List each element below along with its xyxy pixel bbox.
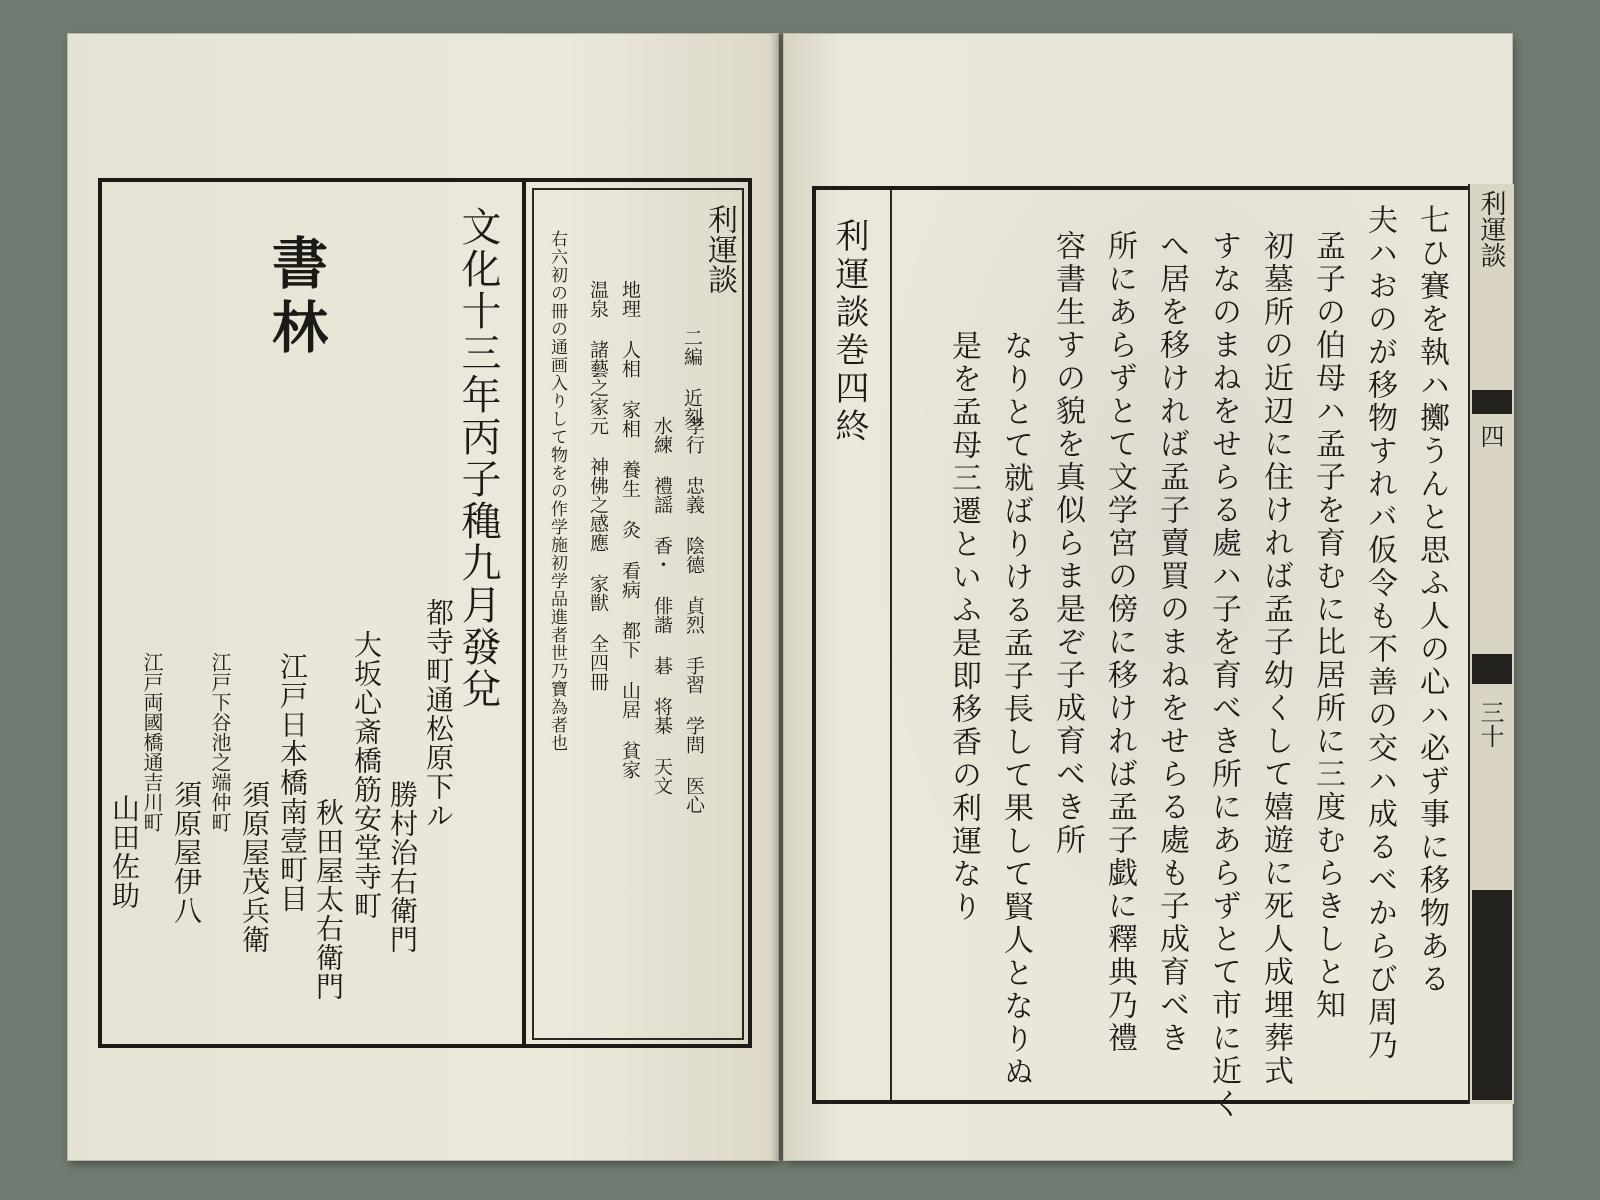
publisher-name-5: 山田佐助 bbox=[108, 794, 141, 910]
publisher-place-1: 都寺町通松原下ル bbox=[422, 598, 455, 830]
publisher-place-5: 江戸両國橋通吉川町 bbox=[140, 652, 164, 832]
publisher-place-2: 大坂心斎橋筋安堂寺町 bbox=[350, 630, 383, 920]
text-column-8: 容書生すの貌を真似らま是ぞ子成育べき所 bbox=[1050, 230, 1085, 857]
ad-line-1: 孝行 忠義 陰德 貞烈 手習 学問 医心 bbox=[683, 416, 705, 814]
text-column-9: なりとて就ばりける孟子長して果して賢人となりぬ bbox=[998, 330, 1033, 1089]
edge-folio: 三十 bbox=[1476, 700, 1504, 748]
ad-line-5: 右六初の冊の通画入りして物をの作学施初学品進者世乃寶為者也 bbox=[547, 230, 567, 752]
publisher-name-1: 勝村治右衛門 bbox=[386, 780, 419, 954]
frame-divider bbox=[522, 182, 526, 1044]
edge-title: 利運談 bbox=[1476, 190, 1506, 268]
text-column-7: 所にあらずとて文学宮の傍に移ければ孟子戯に釋典乃禮 bbox=[1102, 230, 1137, 1055]
colophon-frame bbox=[98, 178, 752, 1048]
ad-line-2: 水練 禮謡 香・ 俳諧 碁 将棊 天文 bbox=[651, 416, 673, 795]
ad-title: 利運談 bbox=[702, 204, 737, 294]
book-spread bbox=[68, 34, 1512, 1160]
right-page bbox=[784, 34, 1512, 1160]
text-frame bbox=[812, 186, 1472, 1121]
text-column-1: 七ひ賽を執ハ擲うんと思ふ人の心ハ必ず事に移物ある bbox=[1414, 204, 1449, 996]
text-column-6: へ居を移ければ孟子賣買のまねをせらる處も子成育べき bbox=[1154, 230, 1189, 1055]
colophon-heading: 書林 bbox=[263, 234, 329, 362]
ad-line-3: 地理 人相 家相 養生 灸 看病 都下 山居 貧家 bbox=[619, 280, 641, 779]
text-column-5: すなのまねをせらる處ハ子を育べき所にあらずとて市に近く bbox=[1206, 230, 1241, 1121]
ad-line-4: 温泉 諸藝之家元 神佛之感應 家獣 全四冊 bbox=[587, 280, 609, 691]
edge-black-band-3 bbox=[1472, 890, 1512, 1100]
publisher-name-2: 秋田屋太右衛門 bbox=[312, 798, 345, 1001]
text-column-4: 初墓所の近辺に住ければ孟子幼くして嬉遊に死人成埋葬式 bbox=[1258, 230, 1293, 1088]
publisher-place-3: 江戸日本橋南壹町目 bbox=[276, 652, 309, 913]
edge-black-band bbox=[1472, 390, 1512, 414]
publisher-name-4: 須原屋伊八 bbox=[170, 780, 203, 925]
publisher-name-3: 須原屋茂兵衛 bbox=[238, 780, 271, 954]
publisher-place-4: 江戸下谷池之端仲町 bbox=[208, 652, 232, 832]
volume-end-title: 利運談巻四終 bbox=[829, 218, 869, 446]
left-page bbox=[68, 34, 778, 1160]
publication-date: 文化十三年丙子穐九月發兌 bbox=[455, 206, 501, 710]
title-separator bbox=[890, 190, 892, 1100]
advertisement-box bbox=[532, 188, 744, 1040]
page-edge-strip bbox=[1468, 184, 1514, 1104]
edge-black-band-2 bbox=[1472, 654, 1512, 684]
text-column-10: 是を孟母三遷といふ是即移香の利運なり bbox=[946, 330, 981, 924]
text-column-3: 孟子の伯母ハ孟子を育むに比居所に三度むらきしと知 bbox=[1310, 230, 1345, 1022]
text-column-2: 夫ハおのが移物すれバ仮令も不善の交ハ成るべからび周乃 bbox=[1362, 204, 1397, 1062]
ad-subtitle: 二編 近刻 bbox=[681, 328, 703, 426]
edge-volume: 四 bbox=[1476, 424, 1504, 448]
